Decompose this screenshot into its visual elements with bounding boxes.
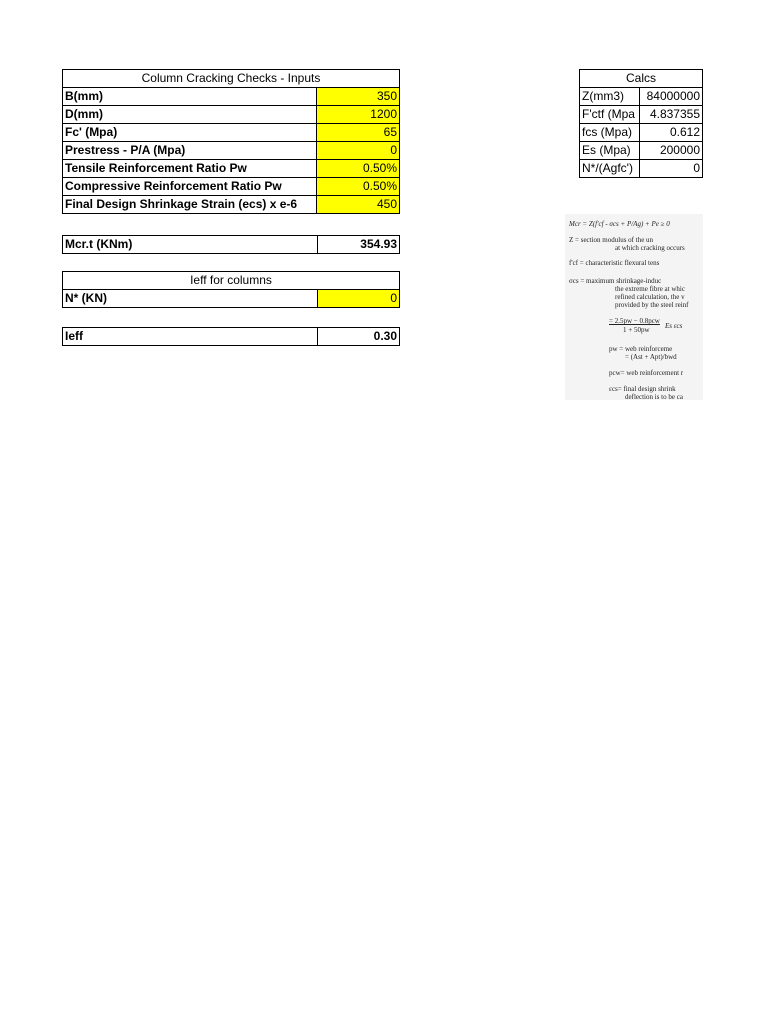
calcs-table	[579, 69, 703, 178]
input-value-cell[interactable]: 1200	[317, 106, 400, 124]
input-row-prestress	[63, 142, 400, 160]
input-value-cell[interactable]: 0.50%	[317, 160, 400, 178]
input-value-cell[interactable]: 350	[317, 88, 400, 106]
formula-scs-def-cont3: provided by the steel reinf	[615, 301, 689, 309]
input-value-cell[interactable]: 0	[317, 142, 400, 160]
formula-scs-def-cont2: refined calculation, the v	[615, 293, 685, 301]
input-label: Final Design Shrinkage Strain (ecs) x e-6	[63, 196, 317, 214]
formula-z-def-cont: at which cracking occurs	[615, 244, 685, 252]
calc-value[interactable]: 200000	[640, 142, 703, 160]
formula-pw-def: pw = web reinforceme	[609, 345, 673, 353]
input-value-cell[interactable]: 65	[317, 124, 400, 142]
formula-scs-def: σcs = maximum shrinkage-induc	[569, 277, 662, 285]
formula-pcw-def: pcw= web reinforcement r	[609, 369, 684, 377]
formula-fcf-def: f'cf = characteristic flexural tens	[569, 259, 660, 267]
formula-z-def: Z = section modulus of the un	[569, 236, 654, 244]
formula-mcr: Mcr = Z(f'cf - σcs + P/Ag) + Pe ≥ 0	[569, 220, 670, 228]
input-label: Fc' (Mpa)	[63, 124, 317, 142]
n-star-value-cell[interactable]: 0	[318, 290, 400, 308]
inputs-table	[62, 69, 400, 214]
formula-es-ecs: Es εcs	[665, 322, 683, 330]
ieff-table	[62, 327, 400, 346]
input-label: Tensile Reinforcement Ratio Pw	[63, 160, 317, 178]
inputs-title: Column Cracking Checks - Inputs	[63, 70, 400, 88]
input-value-cell[interactable]: 450	[317, 196, 400, 214]
formula-ecs-def-cont: deflection is to be ca	[625, 393, 683, 400]
n-star-label: N* (KN)	[63, 290, 318, 308]
input-row-fc	[63, 124, 400, 142]
ieff-value[interactable]: 0.30	[318, 328, 400, 346]
calc-value[interactable]: 0.612	[640, 124, 703, 142]
calc-value[interactable]: 84000000	[640, 88, 703, 106]
input-row-tensile	[63, 160, 400, 178]
calc-label: fcs (Mpa)	[580, 124, 640, 142]
formula-pw-def-cont: = (Ast + Apt)/bwd	[625, 353, 677, 361]
input-row-compressive	[63, 178, 400, 196]
input-label: D(mm)	[63, 106, 317, 124]
input-label: Prestress - P/A (Mpa)	[63, 142, 317, 160]
input-row-shrinkage	[63, 196, 400, 214]
formula-scs-def-cont1: the extreme fibre at whic	[615, 285, 685, 293]
mcrt-table	[62, 235, 400, 254]
calc-label: F'ctf (Mpa	[580, 106, 640, 124]
mcrt-label: Mcr.t (KNm)	[63, 236, 318, 254]
calcs-title: Calcs	[580, 70, 703, 88]
formula-image[interactable]	[565, 214, 703, 400]
ieff-columns-table	[62, 271, 400, 308]
input-row-b	[63, 88, 400, 106]
mcrt-value[interactable]: 354.93	[318, 236, 400, 254]
ieff-columns-title: Ieff for columns	[63, 272, 400, 290]
calc-label: Es (Mpa)	[580, 142, 640, 160]
input-label: B(mm)	[63, 88, 317, 106]
formula-fraction-numerator: = 2.5pw − 0.8pcw	[609, 317, 660, 325]
calc-value[interactable]: 4.837355	[640, 106, 703, 124]
formula-ecs-def: εcs= final design shrink	[609, 385, 676, 393]
input-value-cell[interactable]: 0.50%	[317, 178, 400, 196]
input-label: Compressive Reinforcement Ratio Pw	[63, 178, 317, 196]
calc-value[interactable]: 0	[640, 160, 703, 178]
calc-label: N*/(Agfc')	[580, 160, 640, 178]
formula-fraction-denominator: 1 + 50pw	[623, 326, 650, 334]
ieff-label: Ieff	[63, 328, 318, 346]
input-row-d	[63, 106, 400, 124]
calc-label: Z(mm3)	[580, 88, 640, 106]
